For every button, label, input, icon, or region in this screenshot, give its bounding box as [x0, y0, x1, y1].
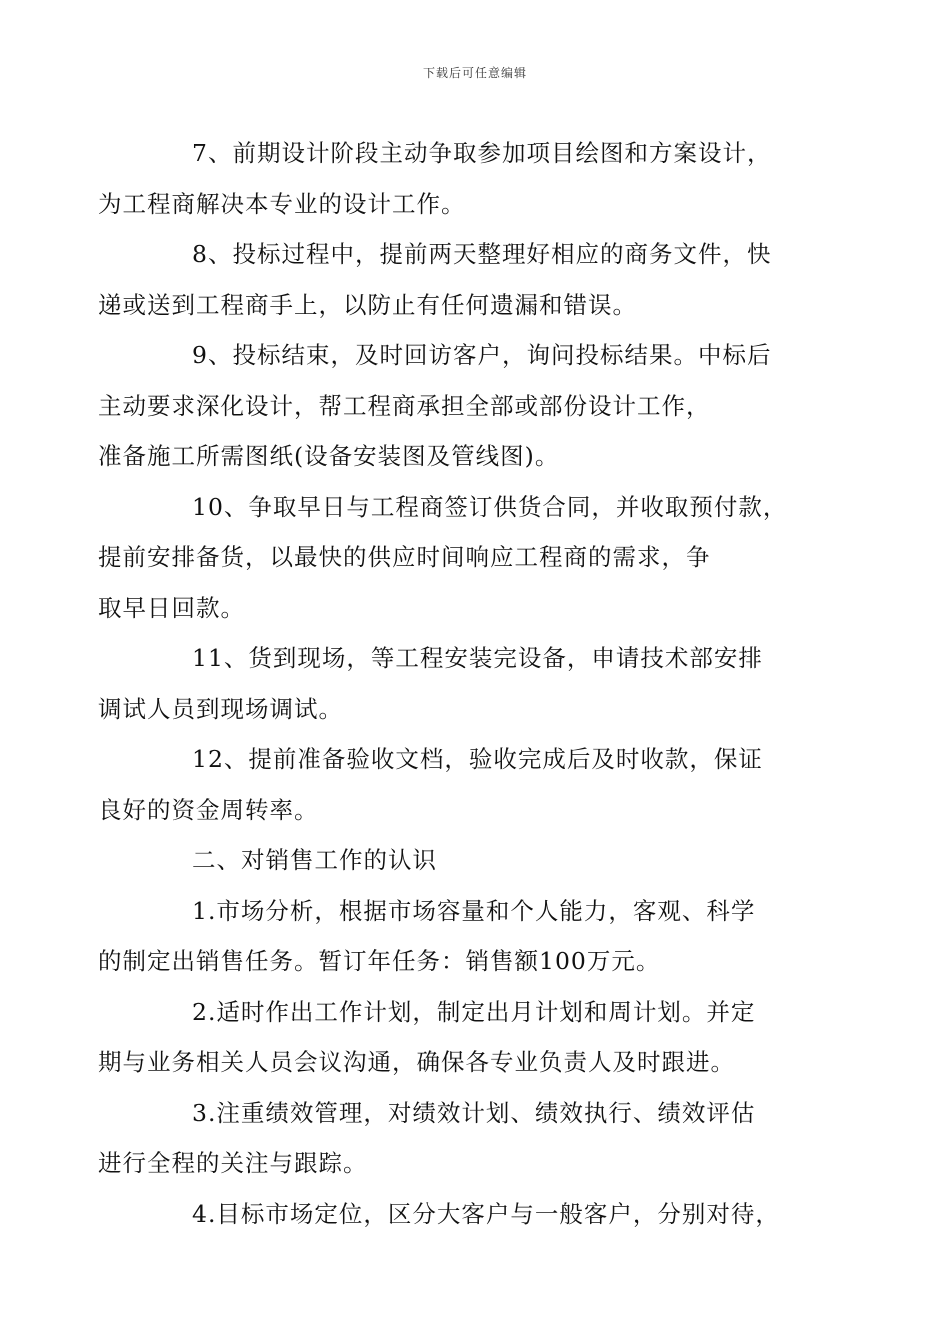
text-line: 递或送到工程商手上，以防止有任何遗漏和错误。: [98, 290, 637, 319]
text-line: 取早日回款。: [98, 593, 245, 622]
text-line: 准备施工所需图纸(设备安装图及管线图)。: [98, 442, 560, 470]
text-line: 3.注重绩效管理，对绩效计划、绩效执行、绩效评估: [192, 1098, 756, 1127]
page-header-note: 下载后可任意编辑: [422, 66, 527, 80]
text-line: 主动要求深化设计，帮工程商承担全部或部份设计工作，: [98, 391, 711, 420]
paragraph-item-1: [98, 886, 825, 987]
text-line: 2.适时作出工作计划，制定出月计划和周计划。并定: [192, 997, 756, 1026]
paragraph-10: [98, 482, 825, 634]
text-line: 11、货到现场，等工程安装完设备，申请技术部安排: [192, 644, 763, 672]
paragraph-11: [98, 633, 825, 734]
section-heading-text: 二、对销售工作的认识: [192, 846, 437, 874]
paragraph-8: [98, 229, 825, 330]
text-line: 4.目标市场定位，区分大客户与一般客户，分别对待，: [192, 1199, 780, 1228]
paragraph-item-2: [98, 987, 825, 1088]
text-line: 良好的资金周转率。: [98, 795, 319, 824]
text-line: 7、前期设计阶段主动争取参加项目绘图和方案设计，: [192, 139, 772, 167]
text-line: 8、投标过程中，提前两天整理好相应的商务文件，快: [192, 240, 772, 268]
text-line: 提前安排备货，以最快的供应时间响应工程商的需求，争: [98, 543, 711, 571]
text-line: 10、争取早日与工程商签订供货合同，并收取预付款，: [192, 492, 788, 521]
text-line: 期与业务相关人员会议沟通，确保各专业负责人及时跟进。: [98, 1048, 735, 1076]
text-line: 12、提前准备验收文档，验收完成后及时收款，保证: [192, 745, 763, 773]
paragraph-item-3: [98, 1088, 825, 1189]
paragraph-9: [98, 330, 825, 482]
text-line: 调试人员到现场调试。: [98, 694, 343, 723]
document-body: [98, 128, 825, 1239]
text-line: 进行全程的关注与跟踪。: [98, 1149, 368, 1177]
paragraph-12: [98, 734, 825, 835]
paragraph-item-4: [145, 1189, 825, 1240]
text-line: 为工程商解决本专业的设计工作。: [98, 189, 466, 218]
section-heading: [145, 835, 825, 886]
text-line: 的制定出销售任务。暂订年任务：销售额100万元。: [98, 947, 661, 975]
text-line: 9、投标结束，及时回访客户，询问投标结果。中标后: [192, 341, 772, 369]
paragraph-7: [98, 128, 825, 229]
text-line: 1.市场分析，根据市场容量和个人能力，客观、科学: [192, 896, 756, 925]
